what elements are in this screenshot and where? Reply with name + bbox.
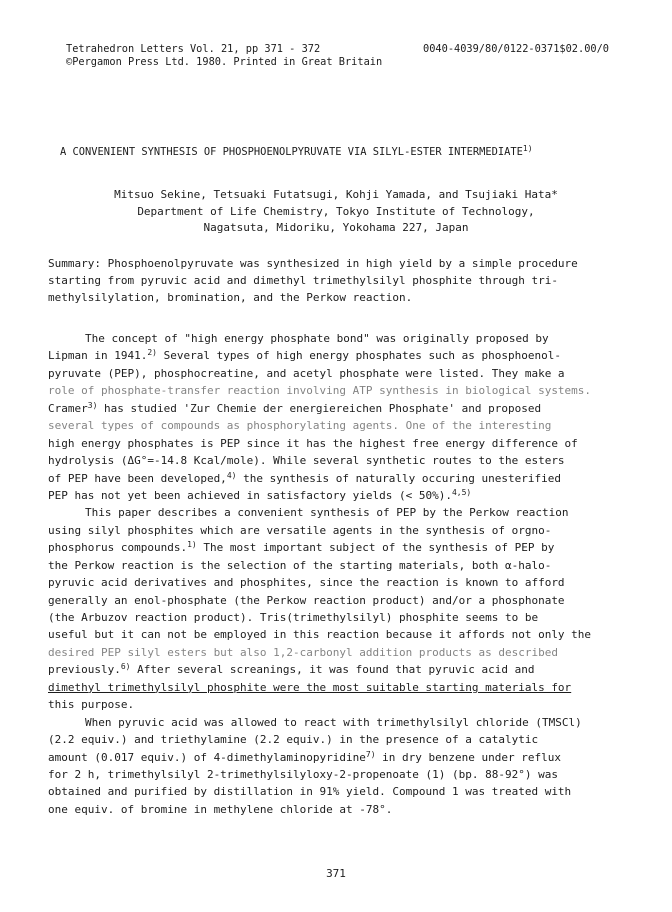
body-line: desired PEP silyl esters but also 1,2-carbonyl addition products as described	[48, 645, 558, 659]
body-line-text: phosphorus compounds.	[48, 541, 188, 555]
body-line-text: The most important subject of the synthesis of PEP by	[196, 541, 555, 555]
reference-marker: 2)	[147, 348, 157, 358]
body-line: the Perkow reaction is the selection of the starting materials, both α-halo-	[48, 558, 552, 572]
journal-header	[66, 43, 382, 69]
body-line-text: previously.	[48, 663, 121, 677]
page-number: 371	[326, 867, 346, 880]
body-line	[48, 539, 638, 556]
reference-marker: 7)	[365, 749, 376, 759]
body-line: dimethyl trimethylsilyl phosphite were the most suitable starting materials for	[48, 680, 572, 694]
body-line: several types of compounds as phosphorylating agents. One of the interesting	[48, 419, 552, 433]
body-line: useful but it can not be employed in this reaction because it affords not only the	[48, 628, 592, 642]
body-line: This paper describes a convenient synthesis of PEP by the Perkow reaction	[85, 506, 569, 520]
body-line: high energy phosphates is PEP since it has the highest free energy difference of	[48, 436, 578, 450]
body-line: pyruvic acid derivatives and phosphites, since the reaction is known to afford	[48, 576, 565, 590]
author-block	[0, 187, 672, 237]
body-line-text: Several types of high energy phosphates such as phosphoenol-	[156, 349, 561, 363]
journal-citation: Tetrahedron Letters Vol. 21, pp 371 - 372	[66, 43, 321, 55]
summary-paragraph	[48, 256, 638, 306]
body-line-text: amount (0.017 equiv.) of 4-dimethylaminopyridine	[48, 750, 366, 764]
body-line: obtained and purified by distillation in 91% yield. Compound 1 was treated with	[48, 785, 572, 799]
reference-marker: 4,5)	[451, 487, 472, 497]
reference-marker: 6)	[120, 662, 131, 672]
body-line-text: After several screanings, it was found that pyruvic acid and	[130, 663, 535, 677]
body-line	[48, 400, 638, 417]
body-line: (the Arbuzov reaction product). Tris(trimethylsilyl) phosphite seems to be	[48, 611, 539, 624]
copyright-line: ©Pergamon Press Ltd. 1980. Printed in Great Britain	[66, 56, 383, 68]
body-line	[48, 661, 638, 678]
body-text	[48, 330, 638, 818]
body-line	[48, 487, 638, 504]
reference-marker: 4)	[226, 470, 237, 480]
body-line: generally an enol-phosphate (the Perkow reaction product) and/or a phosphonate	[48, 593, 565, 607]
body-line: pyruvate (PEP), phosphocreatine, and acetyl phosphate were listed. They make a	[48, 366, 565, 380]
body-line: hydrolysis (ΔG°=-14.8 Kcal/mole). While several synthetic routes to the esters	[48, 454, 565, 468]
body-line	[48, 749, 638, 766]
reference-marker: 3)	[87, 400, 98, 410]
author-affiliation: Department of Life Chemistry, Tokyo Institute of Technology,	[137, 204, 535, 218]
body-line-text: the synthesis of naturally occuring unesterified	[236, 471, 561, 485]
body-line-text: has studied 'Zur Chemie der energiereichen Phosphate' and proposed	[97, 401, 542, 415]
body-line-text: Cramer	[48, 401, 88, 415]
body-line: (2.2 equiv.) and triethylamine (2.2 equiv.) in the presence of a catalytic	[48, 733, 539, 747]
title-footnote-ref: 1)	[522, 144, 533, 153]
summary-line: Summary: Phosphoenolpyruvate was synthesized in high yield by a simple procedure	[48, 257, 578, 270]
summary-line: methylsilylation, bromination, and the Perkow reaction.	[48, 290, 413, 304]
body-line	[48, 347, 638, 364]
body-line: The concept of "high energy phosphate bond" was originally proposed by	[85, 332, 549, 345]
body-line-text: in dry benzene under reflux	[375, 750, 561, 764]
article-code: 0040-4039/80/0122-0371$02.00/0	[423, 43, 609, 55]
author-address: Nagatsuta, Midoriku, Yokohama 227, Japan	[203, 221, 469, 234]
body-line: role of phosphate-transfer reaction involving ATP synthesis in biological systems.	[48, 384, 592, 398]
reference-marker: 1)	[187, 540, 197, 550]
article-title	[60, 146, 620, 158]
body-line: for 2 h, trimethylsilyl 2-trimethylsilyloxy-2-propenoate (1) (bp. 88-92°) was	[48, 767, 558, 781]
body-line	[48, 470, 638, 487]
body-line-text: PEP has not yet been achieved in satisfactory yields (< 50%).	[48, 488, 452, 502]
body-line: When pyruvic acid was allowed to react with trimethylsilyl chloride (TMSCl)	[85, 715, 582, 729]
author-names: Mitsuo Sekine, Tetsuaki Futatsugi, Kohji Yamada, and Tsujiaki Hata*	[114, 188, 558, 201]
body-line: one equiv. of bromine in methylene chloride at -78°.	[48, 802, 393, 816]
article-title-text: A CONVENIENT SYNTHESIS OF PHOSPHOENOLPYRUVATE VIA SILYL-ESTER INTERMEDIATE	[60, 146, 523, 158]
body-line: this purpose.	[48, 698, 135, 712]
summary-line: starting from pyruvic acid and dimethyl trimethylsilyl phosphite through tri-	[48, 273, 558, 287]
body-line-text: of PEP have been developed,	[48, 471, 227, 485]
body-line: using silyl phosphites which are versatile agents in the synthesis of orgno-	[48, 523, 552, 537]
body-line-text: Lipman in 1941.	[48, 349, 148, 363]
